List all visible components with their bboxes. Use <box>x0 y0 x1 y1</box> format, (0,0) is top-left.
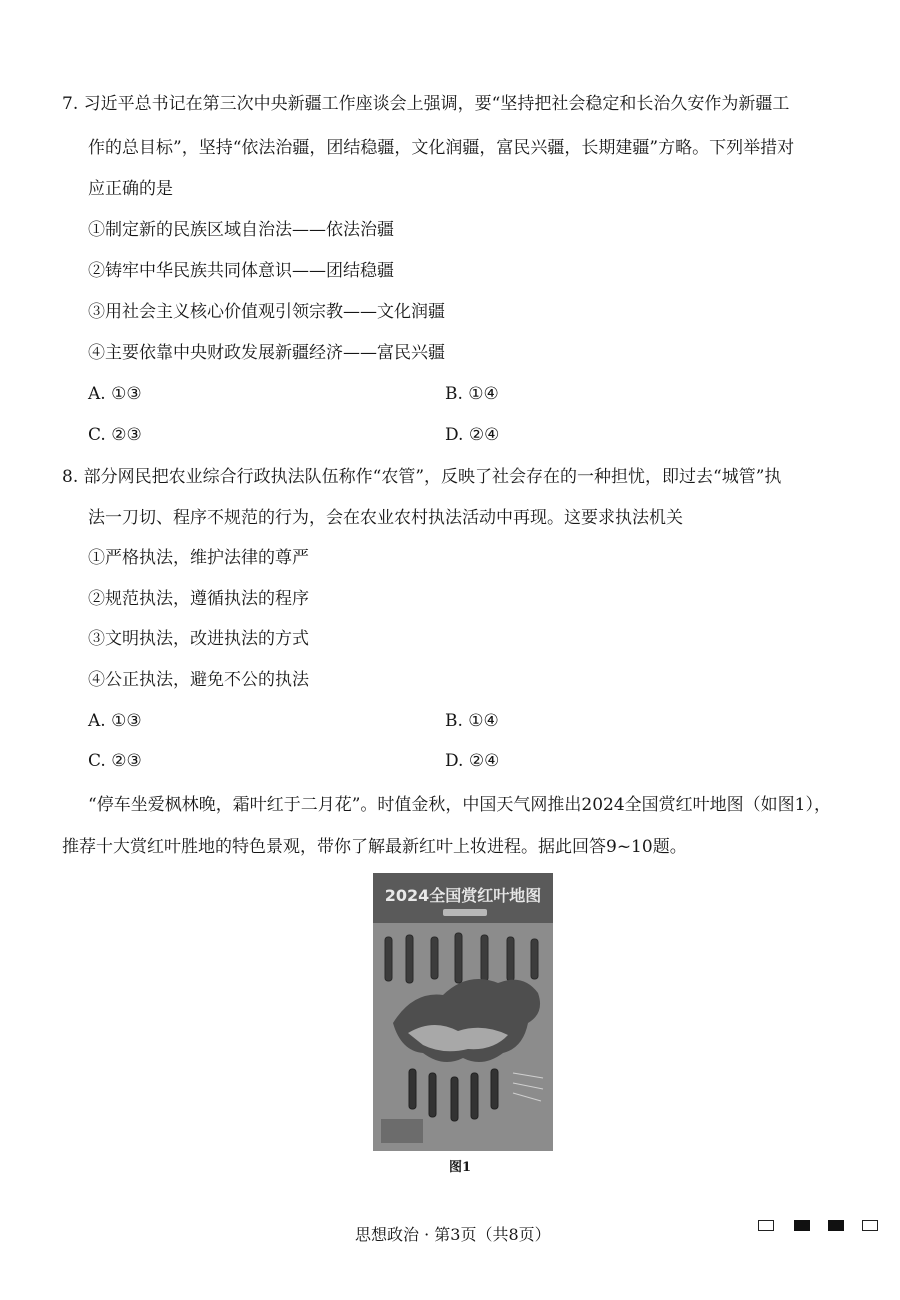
passage-line-1: “停车坐爱枫林晚，霜叶红于二月花”。时值金秋，中国天气网推出2024全国赏红叶地图（如图1）， <box>88 795 831 815</box>
q7-item-2: ②铸牢中华民族共同体意识——团结稳疆 <box>88 261 394 281</box>
q8-item-4: ④公正执法，避免不公的执法 <box>88 670 309 690</box>
q8-stem-line-2: 法一刀切、程序不规范的行为，会在农业农村执法活动中再现。这要求执法机关 <box>88 508 683 528</box>
q8-stem-line-1: 8. 部分网民把农业综合行政执法队伍称作“农管”，反映了社会存在的一种担忧，即过去“城管”执 <box>62 467 782 487</box>
q8-option-c: C. ②③ <box>88 751 142 771</box>
q7-option-b: B. ①④ <box>445 384 499 404</box>
q7-option-a: A. ①③ <box>88 384 142 404</box>
q8-item-1: ①严格执法，维护法律的尊严 <box>88 548 309 568</box>
solid-square-mark <box>794 1220 810 1231</box>
page-footer: 思想政治 · 第3页（共8页） <box>355 1225 551 1244</box>
red-leaf-map-poster <box>373 873 553 1151</box>
poster-title: 2024全国赏红叶地图 <box>384 886 542 905</box>
q7-stem-line-3: 应正确的是 <box>88 179 173 199</box>
poster-illustration <box>373 873 553 1151</box>
q8-item-2: ②规范执法，遵循执法的程序 <box>88 589 309 609</box>
q7-stem-line-2: 作的总目标”，坚持“依法治疆，团结稳疆，文化润疆，富民兴疆，长期建疆”方略。下列举措对 <box>88 138 795 158</box>
q8-option-a: A. ①③ <box>88 711 142 731</box>
hollow-square-mark <box>758 1220 774 1231</box>
hollow-square-mark <box>862 1220 878 1231</box>
q7-item-3: ③用社会主义核心价值观引领宗教——文化润疆 <box>88 302 445 322</box>
passage-line-2: 推荐十大赏红叶胜地的特色景观，带你了解最新红叶上妆进程。据此回答9~10题。 <box>62 837 687 857</box>
q7-option-d: D. ②④ <box>445 425 500 445</box>
q8-option-d: D. ②④ <box>445 751 500 771</box>
figure-caption: 图1 <box>449 1160 472 1175</box>
q8-option-b: B. ①④ <box>445 711 499 731</box>
q8-item-3: ③文明执法，改进执法的方式 <box>88 629 309 649</box>
solid-square-mark <box>828 1220 844 1231</box>
q7-stem-line-1: 7. 习近平总书记在第三次中央新疆工作座谈会上强调，要“坚持把社会稳定和长治久安作为新疆工 <box>62 94 790 114</box>
q7-item-4: ④主要依靠中央财政发展新疆经济——富民兴疆 <box>88 343 445 363</box>
q7-item-1: ①制定新的民族区域自治法——依法治疆 <box>88 220 394 240</box>
q7-option-c: C. ②③ <box>88 425 142 445</box>
